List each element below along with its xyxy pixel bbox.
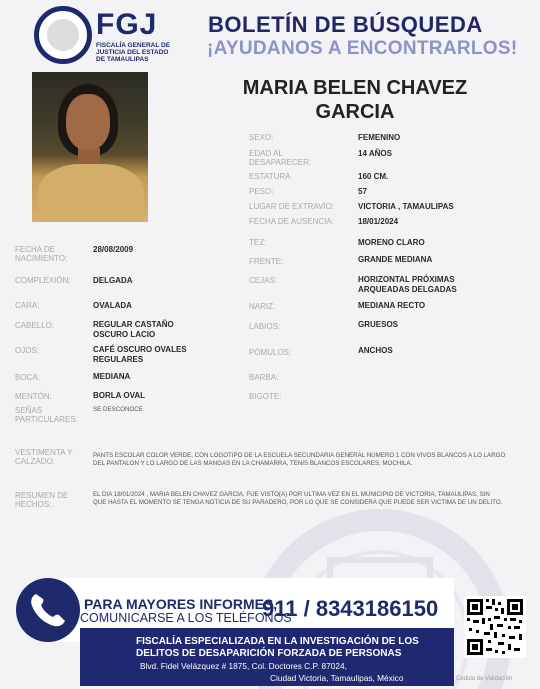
sexo-value: FEMENINO	[358, 133, 401, 142]
cejas-value: HORIZONTAL PRÓXIMAS ARQUEADAS DELGADAS	[358, 275, 457, 294]
estatura-label: ESTATURA	[249, 172, 291, 181]
cejas-label: CEJAS:	[249, 276, 278, 285]
ojos-value: CAFÉ OSCURO OVALES REGULARES	[93, 345, 187, 364]
peso-label: PESO:	[249, 187, 274, 196]
logo-text: FGJ	[96, 8, 158, 41]
labios-label: LABIOS:	[249, 322, 281, 331]
edad-label: EDAD AL DESAPARECER:	[249, 149, 312, 167]
missing-person-photo	[32, 72, 148, 222]
vestimenta-text: PANTS ESCOLAR COLOR VERDE, CON LOGOTIPO DE LA ESCUELA SECUNDARIA GENERAL NUMERO 1 CON VIVOS BLANCOS A LO LARGO DEL PANTALON Y LO LARGO DE LAS MANGAS EN LA CHAMARRA, TENIS BLANCOS ESCOLARES, MOCHILA.	[93, 452, 506, 467]
tez-label: TEZ:	[249, 238, 267, 247]
complexion-label: COMPLEXIÓN:	[15, 276, 71, 285]
edad-value: 14 AÑOS	[358, 149, 392, 158]
person-name-line2: GARCIA	[315, 101, 395, 123]
nacimiento-value: 28/08/2009	[93, 245, 134, 254]
menton-value: BORLA OVAL	[93, 391, 145, 400]
pomulos-value: ANCHOS	[358, 346, 393, 355]
resumen-text: EL DIA 18/01/2024 , MARIA BELEN CHAVEZ GARCIA, FUE VISTO(A) POR ULTIMA VEZ EN EL MUNICIPIO DE VICTORIA, TAMAULIPAS, SIN QUE HASTA EL MOMENTO SE TENGA NOTICIA DE SU PARADERO, POR LO QUE SE CONSIDERA QUE PUEDE SER VICTIMA DE UN DELITO.	[93, 491, 503, 506]
senas-value: SE DESCONOCE	[93, 406, 143, 413]
barba-label: BARBA:	[249, 373, 279, 382]
logo-subtitle: FISCALÍA GENERAL DE JUSTICIA DEL ESTADO DE TAMAULIPAS	[96, 42, 171, 63]
frente-label: FRENTE:	[249, 257, 284, 266]
address-line2: Ciudad Victoria, Tamaulipas, México	[270, 673, 404, 683]
senas-label: SEÑAS PARTICULARES:	[15, 406, 78, 424]
office-line2: DELITOS DE DESAPARICIÓN FORZADA DE PERSONAS	[136, 648, 402, 659]
address-line1: Blvd. Fidel Velázquez # 1875, Col. Doctores C.P. 87024,	[140, 661, 347, 671]
person-name-line1: MARIA BELEN CHAVEZ	[242, 77, 468, 99]
menton-label: MENTÓN:	[15, 392, 52, 401]
complexion-value: DELGADA	[93, 276, 133, 285]
boca-label: BOCA:	[15, 373, 40, 382]
tez-value: MORENO CLARO	[358, 238, 425, 247]
vestimenta-label: VESTIMENTA Y CALZADO:	[15, 448, 73, 466]
nariz-label: NARIZ:	[249, 302, 276, 311]
labios-value: GRUESOS	[358, 320, 399, 329]
qr-caption: Cédula de Validación	[456, 676, 513, 682]
more-info-text: PARA MAYORES INFORMES,	[84, 596, 278, 612]
resumen-label: RESUMEN DE HECHOS:	[15, 491, 69, 509]
peso-value: 57	[358, 187, 367, 196]
person-name	[220, 76, 490, 124]
cara-label: CARA:	[15, 301, 40, 310]
phone-number[interactable]: 911 / 8343186150	[262, 596, 439, 621]
phone-icon	[26, 590, 70, 630]
ojos-label: OJOS:	[15, 346, 40, 355]
pomulos-label: PÓMULOS:	[249, 348, 292, 357]
fgj-seal-icon	[34, 6, 92, 64]
cara-value: OVALADA	[93, 301, 132, 310]
bulletin-title: BOLETÍN DE BÚSQUEDA	[208, 12, 483, 37]
nacimiento-label: FECHA DE NACIMIENTO:	[15, 245, 68, 263]
bigote-label: BIGOTE:	[249, 392, 282, 401]
lugar-label: LUGAR DE EXTRAVÍO:	[249, 202, 335, 211]
frente-value: GRANDE MEDIANA	[358, 255, 433, 264]
office-line1: FISCALÍA ESPECIALIZADA EN LA INVESTIGACIÓN DE LOS	[136, 636, 419, 647]
nariz-value: MEDIANA RECTO	[358, 301, 426, 310]
cabello-label: CABELLO:	[15, 321, 55, 330]
lugar-value: VICTORIA , TAMAULIPAS	[358, 202, 454, 211]
boca-value: MEDIANA	[93, 372, 131, 381]
fecha-ausencia-value: 18/01/2024	[358, 217, 399, 226]
fecha-ausencia-label: FECHA DE AUSENCIA:	[249, 217, 334, 226]
call-to-text: COMUNICARSE A LOS TELÉFONOS	[80, 611, 292, 625]
bulletin-subtitle: ¡AYUDANOS A ENCONTRARLOS!	[207, 38, 518, 59]
cabello-value: REGULAR CASTAÑO OSCURO LACIO	[93, 320, 174, 339]
sexo-label: SEXO:	[249, 133, 274, 142]
fgj-logo	[34, 6, 174, 68]
qr-code[interactable]	[464, 596, 526, 658]
estatura-value: 160 CM.	[358, 172, 389, 181]
